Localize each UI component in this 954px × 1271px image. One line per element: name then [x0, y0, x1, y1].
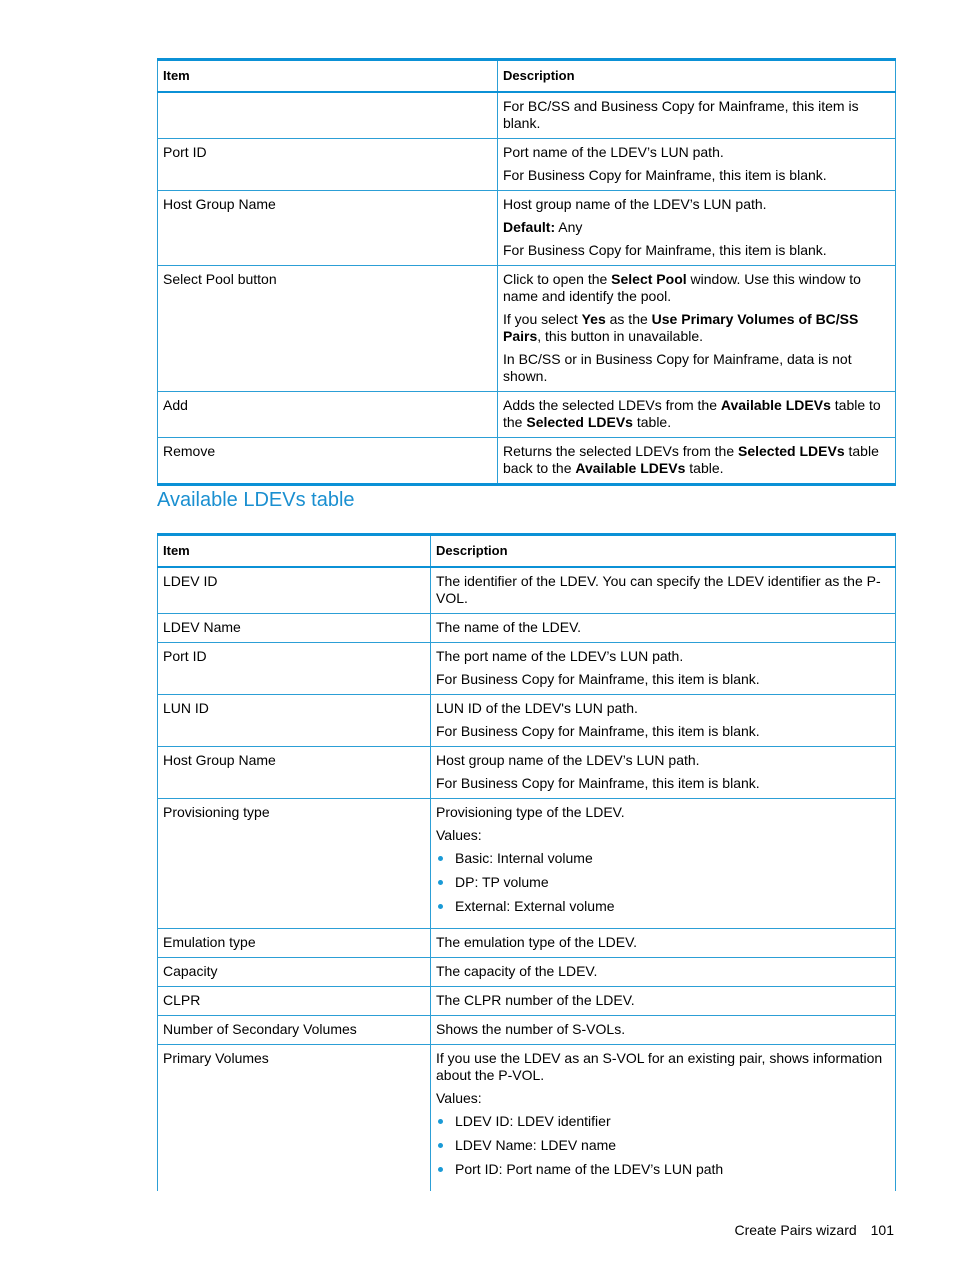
- text-run: Any: [555, 219, 583, 235]
- list-item-text: LDEV Name: LDEV name: [455, 1137, 617, 1153]
- page-footer: [734, 1222, 894, 1238]
- description-paragraph: [436, 1090, 890, 1107]
- text-run: The name of the LDEV.: [436, 619, 582, 635]
- bullet-icon: [438, 856, 443, 861]
- table-header-row: [158, 535, 896, 568]
- table-row: [158, 799, 896, 929]
- description-cell: [431, 1045, 896, 1192]
- text-run: Adds the selected LDEVs from the: [503, 397, 721, 413]
- description-paragraph: [503, 351, 890, 385]
- bold-term: Select Pool: [611, 271, 687, 287]
- table-row: [158, 266, 896, 392]
- table-row: [158, 614, 896, 643]
- item-cell: LDEV ID: [158, 567, 431, 614]
- text-run: For Business Copy for Mainframe, this item is blank.: [436, 723, 760, 739]
- column-header-item: Item: [158, 535, 431, 568]
- description-cell: [498, 191, 896, 266]
- bold-term: Yes: [581, 311, 606, 327]
- text-run: The identifier of the LDEV. You can specify the LDEV identifier as the P-VOL.: [436, 573, 881, 606]
- table-row: [158, 958, 896, 987]
- description-paragraph: [436, 827, 890, 844]
- item-cell: Host Group Name: [158, 191, 498, 266]
- text-run: Values:: [436, 827, 482, 843]
- text-run: Provisioning type of the LDEV.: [436, 804, 625, 820]
- text-run: The port name of the LDEV’s LUN path.: [436, 648, 684, 664]
- list-item-text: Basic: Internal volume: [455, 850, 593, 866]
- table-item-description-1: [157, 58, 896, 486]
- description-paragraph: [503, 98, 890, 132]
- item-cell: Select Pool button: [158, 266, 498, 392]
- description-cell: [498, 266, 896, 392]
- footer-label: Create Pairs wizard: [734, 1222, 857, 1238]
- text-run: For Business Copy for Mainframe, this item is blank.: [436, 775, 760, 791]
- description-cell: [431, 958, 896, 987]
- text-run: table to the: [503, 397, 881, 430]
- description-cell: [498, 139, 896, 191]
- page-number: 101: [870, 1222, 894, 1238]
- text-run: table.: [685, 460, 724, 476]
- description-paragraph: [503, 144, 890, 161]
- text-run: Host group name of the LDEV’s LUN path.: [436, 752, 700, 768]
- bold-term: Available LDEVs: [575, 460, 686, 476]
- text-run: LUN ID of the LDEV's LUN path.: [436, 700, 638, 716]
- text-run: Values:: [436, 1090, 482, 1106]
- item-cell: Emulation type: [158, 929, 431, 958]
- description-cell: [431, 747, 896, 799]
- text-run: If you use the LDEV as an S-VOL for an existing pair, shows information about the P-VOL.: [436, 1050, 883, 1083]
- list-item: [436, 874, 890, 891]
- text-run: as the: [605, 311, 652, 327]
- column-header-item: Item: [158, 60, 498, 93]
- column-header-description: Description: [431, 535, 896, 568]
- text-run: The CLPR number of the LDEV.: [436, 992, 635, 1008]
- item-cell: Remove: [158, 438, 498, 485]
- description-paragraph: [436, 804, 890, 821]
- text-run: table back to the: [503, 443, 879, 476]
- table-available-ldevs: [157, 533, 896, 1191]
- bold-term: Selected LDEVs: [738, 443, 845, 459]
- description-paragraph: [503, 311, 890, 345]
- bullet-icon: [438, 1119, 443, 1124]
- description-cell: [498, 392, 896, 438]
- description-cell: [498, 92, 896, 139]
- item-cell: Host Group Name: [158, 747, 431, 799]
- description-cell: [431, 987, 896, 1016]
- item-cell: Port ID: [158, 643, 431, 695]
- item-cell: Add: [158, 392, 498, 438]
- text-run: Click to open the: [503, 271, 612, 287]
- description-paragraph: [436, 573, 890, 607]
- description-paragraph: [503, 196, 890, 213]
- description-paragraph: [436, 992, 890, 1009]
- text-run: In BC/SS or in Business Copy for Mainframe, data is not shown.: [503, 351, 852, 384]
- description-cell: [431, 567, 896, 614]
- table-header-row: [158, 60, 896, 93]
- description-paragraph: [436, 619, 890, 636]
- item-cell: Capacity: [158, 958, 431, 987]
- list-item: [436, 1113, 890, 1130]
- text-run: Port name of the LDEV’s LUN path.: [503, 144, 724, 160]
- description-cell: [431, 643, 896, 695]
- description-paragraph: [436, 1021, 890, 1038]
- item-cell: [158, 92, 498, 139]
- text-run: , this button in unavailable.: [537, 328, 704, 344]
- text-run: Host group name of the LDEV’s LUN path.: [503, 196, 767, 212]
- description-cell: [431, 695, 896, 747]
- bullet-icon: [438, 1143, 443, 1148]
- text-run: The capacity of the LDEV.: [436, 963, 598, 979]
- table-row: [158, 1016, 896, 1045]
- description-paragraph: [503, 271, 890, 305]
- item-cell: Provisioning type: [158, 799, 431, 929]
- text-run: Shows the number of S-VOLs.: [436, 1021, 626, 1037]
- text-run: If you select: [503, 311, 582, 327]
- bold-term: Use Primary Volumes of BC/SS Pairs: [503, 311, 859, 344]
- bold-term: Default:: [503, 219, 556, 235]
- text-run: table.: [632, 414, 672, 430]
- description-cell: [431, 929, 896, 958]
- list-item: [436, 1137, 890, 1154]
- description-paragraph: [436, 752, 890, 769]
- list-item-text: DP: TP volume: [455, 874, 549, 890]
- text-run: For Business Copy for Mainframe, this item is blank.: [503, 167, 827, 183]
- table-row: [158, 92, 896, 139]
- table-row: [158, 643, 896, 695]
- description-paragraph: [436, 671, 890, 688]
- list-item-text: LDEV ID: LDEV identifier: [455, 1113, 611, 1129]
- table-row: [158, 695, 896, 747]
- column-header-description: Description: [498, 60, 896, 93]
- text-run: Returns the selected LDEVs from the: [503, 443, 738, 459]
- item-cell: Number of Secondary Volumes: [158, 1016, 431, 1045]
- text-run: For Business Copy for Mainframe, this item is blank.: [436, 671, 760, 687]
- table-row: [158, 438, 896, 485]
- list-item-text: Port ID: Port name of the LDEV’s LUN path: [455, 1161, 724, 1177]
- description-paragraph: [503, 242, 890, 259]
- text-run: For Business Copy for Mainframe, this item is blank.: [503, 242, 827, 258]
- list-item: [436, 1161, 890, 1178]
- list-item: [436, 898, 890, 915]
- description-paragraph: [436, 700, 890, 717]
- item-cell: LUN ID: [158, 695, 431, 747]
- description-paragraph: [436, 963, 890, 980]
- description-cell: [431, 799, 896, 929]
- item-cell: LDEV Name: [158, 614, 431, 643]
- table-row: [158, 987, 896, 1016]
- description-paragraph: [436, 775, 890, 792]
- text-run: window. Use this window to name and identify the pool.: [503, 271, 861, 304]
- bullet-icon: [438, 1167, 443, 1172]
- text-run: The emulation type of the LDEV.: [436, 934, 638, 950]
- table-row: [158, 392, 896, 438]
- list-item: [436, 850, 890, 867]
- table-row: [158, 747, 896, 799]
- item-cell: CLPR: [158, 987, 431, 1016]
- text-run: For BC/SS and Business Copy for Mainframe, this item is blank.: [503, 98, 859, 131]
- bullet-icon: [438, 880, 443, 885]
- bold-term: Available LDEVs: [720, 397, 831, 413]
- description-cell: [431, 614, 896, 643]
- list-item-text: External: External volume: [455, 898, 615, 914]
- description-cell: [498, 438, 896, 485]
- section-heading: Available LDEVs table: [157, 489, 355, 511]
- table-row: [158, 929, 896, 958]
- description-paragraph: [436, 934, 890, 951]
- description-paragraph: [436, 1050, 890, 1084]
- table-row: [158, 139, 896, 191]
- bold-term: Selected LDEVs: [526, 414, 633, 430]
- description-paragraph: [503, 397, 890, 431]
- table-row: [158, 191, 896, 266]
- description-paragraph: [436, 648, 890, 665]
- description-paragraph: [503, 443, 890, 477]
- table-row: [158, 567, 896, 614]
- description-cell: [431, 1016, 896, 1045]
- item-cell: Primary Volumes: [158, 1045, 431, 1192]
- bullet-icon: [438, 904, 443, 909]
- values-list: [436, 1113, 890, 1178]
- item-cell: Port ID: [158, 139, 498, 191]
- description-paragraph: [503, 167, 890, 184]
- values-list: [436, 850, 890, 915]
- description-paragraph: [436, 723, 890, 740]
- table-row: [158, 1045, 896, 1192]
- description-paragraph: [503, 219, 890, 236]
